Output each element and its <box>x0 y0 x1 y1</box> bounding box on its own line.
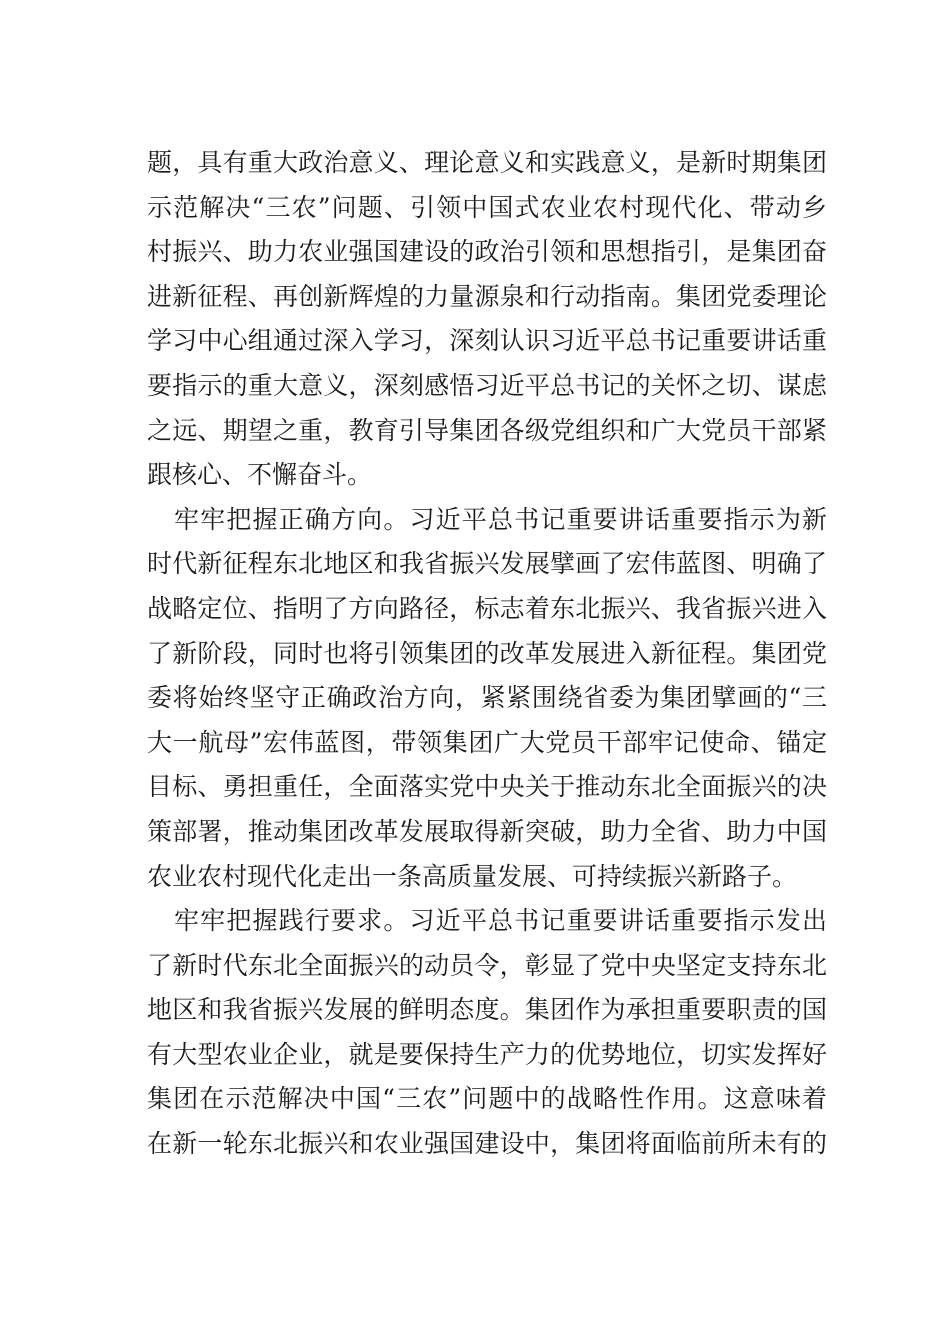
text-line: 大一航母”宏伟蓝图，带领集团广大党员干部牢记使命、锚定 <box>147 727 827 757</box>
paragraph-2 <box>147 498 827 899</box>
text-line: 学习中心组通过深入学习，深刻认识习近平总书记重要讲话重 <box>147 326 827 356</box>
text-line: 之远、期望之重，教育引导集团各级党组织和广大党员干部紧 <box>147 415 827 445</box>
text-line: 了新时代东北全面振兴的动员令，彰显了党中央坚定支持东北 <box>147 950 827 980</box>
text-line: 题，具有重大政治意义、理论意义和实践意义，是新时期集团 <box>147 148 827 177</box>
text-line: 要指示的重大意义，深刻感悟习近平总书记的关怀之切、谋虑 <box>147 370 827 400</box>
text-line: 时代新征程东北地区和我省振兴发展擘画了宏伟蓝图、明确了 <box>147 549 827 579</box>
paragraph-3 <box>147 899 827 1167</box>
text-line: 跟核心、不懈奋斗。 <box>147 460 373 490</box>
text-line: 在新一轮东北振兴和农业强国建设中，集团将面临前所未有的 <box>147 1129 827 1159</box>
text-line: 有大型农业企业，就是要保持生产力的优势地位，切实发挥好 <box>147 1039 827 1069</box>
text-line: 示范解决“三农”问题、引领中国式农业农村现代化、带动乡 <box>147 192 827 222</box>
text-line: 牢牢把握正确方向。习近平总书记重要讲话重要指示为新 <box>174 504 827 534</box>
text-line: 农业农村现代化走出一条高质量发展、可持续振兴新路子。 <box>147 861 798 891</box>
paragraph-1 <box>147 141 827 498</box>
text-line: 集团在示范解决中国“三农”问题中的战略性作用。这意味着 <box>147 1084 827 1114</box>
text-line: 委将始终坚守正确政治方向，紧紧围绕省委为集团擘画的“三 <box>147 683 827 713</box>
text-line: 地区和我省振兴发展的鲜明态度。集团作为承担重要职责的国 <box>147 995 827 1025</box>
text-line: 了新阶段，同时也将引领集团的改革发展进入新征程。集团党 <box>147 638 827 668</box>
text-line: 牢牢把握践行要求。习近平总书记重要讲话重要指示发出 <box>174 906 827 936</box>
text-line: 村振兴、助力农业强国建设的政治引领和思想指引，是集团奋 <box>147 237 827 267</box>
text-line: 策部署，推动集团改革发展取得新突破，助力全省、助力中国 <box>147 816 827 846</box>
text-line: 目标、勇担重任，全面落实党中央关于推动东北全面振兴的决 <box>147 772 827 802</box>
body-text <box>147 141 827 1167</box>
text-line: 战略定位、指明了方向路径，标志着东北振兴、我省振兴进入 <box>147 593 827 623</box>
text-line: 进新征程、再创新辉煌的力量源泉和行动指南。集团党委理论 <box>147 281 827 311</box>
